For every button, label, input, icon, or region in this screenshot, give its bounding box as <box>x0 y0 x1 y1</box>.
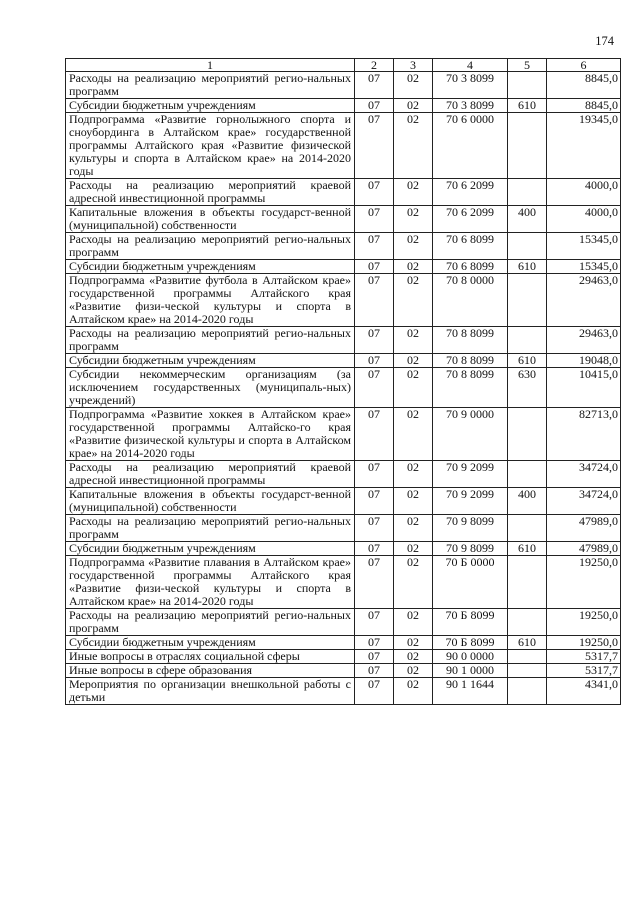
amount: 19250,0 <box>547 556 621 609</box>
row-name: Капитальные вложения в объекты государст-венной (муниципальной) собственности <box>66 206 355 233</box>
section-code: 07 <box>355 542 394 556</box>
row-name: Подпрограмма «Развитие футбола в Алтайском крае» государственной программы Алтайского края «Развитие физи-ческой культуры и спорта в Алтайском крае» на 2014-2020 годы <box>66 274 355 327</box>
header-row <box>66 59 621 72</box>
table-row <box>66 556 621 609</box>
section-code: 07 <box>355 556 394 609</box>
expense-type-code <box>508 609 547 636</box>
table-row <box>66 233 621 260</box>
section-code: 07 <box>355 274 394 327</box>
target-article-code: 70 9 2099 <box>433 488 508 515</box>
expense-type-code: 400 <box>508 206 547 233</box>
expense-type-code: 630 <box>508 368 547 408</box>
target-article-code: 70 6 0000 <box>433 113 508 179</box>
section-code: 07 <box>355 368 394 408</box>
row-name: Расходы на реализацию мероприятий краевой адресной инвестиционной программы <box>66 179 355 206</box>
amount: 15345,0 <box>547 233 621 260</box>
amount: 5317,7 <box>547 650 621 664</box>
row-name: Субсидии бюджетным учреждениям <box>66 260 355 274</box>
expense-type-code: 610 <box>508 354 547 368</box>
amount: 8845,0 <box>547 72 621 99</box>
table-row <box>66 274 621 327</box>
target-article-code: 70 6 8099 <box>433 260 508 274</box>
section-code: 07 <box>355 408 394 461</box>
row-name: Подпрограмма «Развитие хоккея в Алтайском крае» государственной программы Алтайско-го края «Развитие физической культуры и спорта в Алтайском крае» на 2014-2020 годы <box>66 408 355 461</box>
column-header: 4 <box>433 59 508 72</box>
amount: 19345,0 <box>547 113 621 179</box>
column-header: 3 <box>394 59 433 72</box>
target-article-code: 70 9 2099 <box>433 461 508 488</box>
column-header: 1 <box>66 59 355 72</box>
subsection-code: 02 <box>394 542 433 556</box>
expense-type-code <box>508 113 547 179</box>
amount: 15345,0 <box>547 260 621 274</box>
section-code: 07 <box>355 327 394 354</box>
amount: 47989,0 <box>547 515 621 542</box>
row-name: Расходы на реализацию мероприятий регио-нальных программ <box>66 515 355 542</box>
subsection-code: 02 <box>394 233 433 260</box>
target-article-code: 70 9 8099 <box>433 542 508 556</box>
subsection-code: 02 <box>394 99 433 113</box>
amount: 19250,0 <box>547 609 621 636</box>
section-code: 07 <box>355 354 394 368</box>
section-code: 07 <box>355 664 394 678</box>
table-row <box>66 179 621 206</box>
section-code: 07 <box>355 515 394 542</box>
row-name: Расходы на реализацию мероприятий регио-нальных программ <box>66 72 355 99</box>
table-row <box>66 609 621 636</box>
expense-type-code <box>508 408 547 461</box>
amount: 8845,0 <box>547 99 621 113</box>
column-header: 6 <box>547 59 621 72</box>
expense-type-code <box>508 678 547 705</box>
table-row <box>66 260 621 274</box>
subsection-code: 02 <box>394 354 433 368</box>
subsection-code: 02 <box>394 515 433 542</box>
amount: 82713,0 <box>547 408 621 461</box>
amount: 19250,0 <box>547 636 621 650</box>
table-row <box>66 461 621 488</box>
amount: 5317,7 <box>547 664 621 678</box>
table-row <box>66 678 621 705</box>
subsection-code: 02 <box>394 678 433 705</box>
row-name: Субсидии бюджетным учреждениям <box>66 542 355 556</box>
target-article-code: 90 1 0000 <box>433 664 508 678</box>
subsection-code: 02 <box>394 556 433 609</box>
target-article-code: 70 3 8099 <box>433 72 508 99</box>
expense-type-code <box>508 327 547 354</box>
row-name: Капитальные вложения в объекты государст-венной (муниципальной) собственности <box>66 488 355 515</box>
row-name: Иные вопросы в отраслях социальной сферы <box>66 650 355 664</box>
row-name: Подпрограмма «Развитие горнолыжного спорта и сноубординга в Алтайском крае» государственной программы Алтайского края «Развитие физической культуры и спорта в Алтайском крае» на 2014-2020 годы <box>66 113 355 179</box>
row-name: Расходы на реализацию мероприятий регио-нальных программ <box>66 609 355 636</box>
row-name: Мероприятия по организации внешкольной работы с детьми <box>66 678 355 705</box>
target-article-code: 70 3 8099 <box>433 99 508 113</box>
subsection-code: 02 <box>394 368 433 408</box>
expense-type-code <box>508 650 547 664</box>
target-article-code: 90 1 1644 <box>433 678 508 705</box>
target-article-code: 70 9 0000 <box>433 408 508 461</box>
expense-type-code <box>508 233 547 260</box>
table-row <box>66 99 621 113</box>
subsection-code: 02 <box>394 488 433 515</box>
table-row <box>66 72 621 99</box>
section-code: 07 <box>355 72 394 99</box>
expense-type-code: 610 <box>508 542 547 556</box>
expense-type-code <box>508 274 547 327</box>
table-row <box>66 368 621 408</box>
row-name: Субсидии бюджетным учреждениям <box>66 636 355 650</box>
target-article-code: 70 8 8099 <box>433 327 508 354</box>
expense-type-code: 610 <box>508 636 547 650</box>
table-row <box>66 206 621 233</box>
expense-type-code: 610 <box>508 260 547 274</box>
section-code: 07 <box>355 113 394 179</box>
column-header: 5 <box>508 59 547 72</box>
subsection-code: 02 <box>394 461 433 488</box>
subsection-code: 02 <box>394 636 433 650</box>
budget-table <box>65 58 621 705</box>
section-code: 07 <box>355 99 394 113</box>
section-code: 07 <box>355 636 394 650</box>
amount: 4341,0 <box>547 678 621 705</box>
section-code: 07 <box>355 206 394 233</box>
amount: 47989,0 <box>547 542 621 556</box>
expense-type-code <box>508 179 547 206</box>
subsection-code: 02 <box>394 113 433 179</box>
subsection-code: 02 <box>394 206 433 233</box>
target-article-code: 70 Б 8099 <box>433 636 508 650</box>
subsection-code: 02 <box>394 274 433 327</box>
target-article-code: 70 8 8099 <box>433 368 508 408</box>
expense-type-code <box>508 461 547 488</box>
amount: 19048,0 <box>547 354 621 368</box>
section-code: 07 <box>355 678 394 705</box>
expense-type-code <box>508 664 547 678</box>
table-row <box>66 354 621 368</box>
row-name: Субсидии некоммерческим организациям (за исключением государственных (муниципаль-ных) учреждений) <box>66 368 355 408</box>
target-article-code: 90 0 0000 <box>433 650 508 664</box>
target-article-code: 70 9 8099 <box>433 515 508 542</box>
expense-type-code: 610 <box>508 99 547 113</box>
target-article-code: 70 6 8099 <box>433 233 508 260</box>
table-row <box>66 113 621 179</box>
amount: 10415,0 <box>547 368 621 408</box>
column-header: 2 <box>355 59 394 72</box>
section-code: 07 <box>355 650 394 664</box>
subsection-code: 02 <box>394 664 433 678</box>
expense-type-code: 400 <box>508 488 547 515</box>
target-article-code: 70 Б 0000 <box>433 556 508 609</box>
table-row <box>66 515 621 542</box>
subsection-code: 02 <box>394 408 433 461</box>
row-name: Иные вопросы в сфере образования <box>66 664 355 678</box>
subsection-code: 02 <box>394 72 433 99</box>
table-row <box>66 542 621 556</box>
row-name: Расходы на реализацию мероприятий регио-нальных программ <box>66 233 355 260</box>
table-row <box>66 664 621 678</box>
table-row <box>66 488 621 515</box>
table-row <box>66 636 621 650</box>
target-article-code: 70 Б 8099 <box>433 609 508 636</box>
subsection-code: 02 <box>394 179 433 206</box>
table-row <box>66 327 621 354</box>
expense-type-code <box>508 515 547 542</box>
row-name: Субсидии бюджетным учреждениям <box>66 354 355 368</box>
row-name: Расходы на реализацию мероприятий регио-нальных программ <box>66 327 355 354</box>
section-code: 07 <box>355 461 394 488</box>
amount: 29463,0 <box>547 327 621 354</box>
section-code: 07 <box>355 609 394 636</box>
amount: 4000,0 <box>547 179 621 206</box>
subsection-code: 02 <box>394 609 433 636</box>
section-code: 07 <box>355 179 394 206</box>
section-code: 07 <box>355 233 394 260</box>
amount: 34724,0 <box>547 461 621 488</box>
subsection-code: 02 <box>394 260 433 274</box>
target-article-code: 70 8 0000 <box>433 274 508 327</box>
target-article-code: 70 6 2099 <box>433 206 508 233</box>
page-number: 174 <box>595 34 614 48</box>
subsection-code: 02 <box>394 650 433 664</box>
expense-type-code <box>508 72 547 99</box>
table-row <box>66 650 621 664</box>
row-name: Расходы на реализацию мероприятий краевой адресной инвестиционной программы <box>66 461 355 488</box>
section-code: 07 <box>355 260 394 274</box>
section-code: 07 <box>355 488 394 515</box>
target-article-code: 70 8 8099 <box>433 354 508 368</box>
row-name: Субсидии бюджетным учреждениям <box>66 99 355 113</box>
row-name: Подпрограмма «Развитие плавания в Алтайском крае» государственной программы Алтайского края «Развитие физи-ческой культуры и спорта в Алтайском крае» на 2014-2020 годы <box>66 556 355 609</box>
amount: 4000,0 <box>547 206 621 233</box>
subsection-code: 02 <box>394 327 433 354</box>
table-row <box>66 408 621 461</box>
amount: 34724,0 <box>547 488 621 515</box>
target-article-code: 70 6 2099 <box>433 179 508 206</box>
table-body <box>66 72 621 705</box>
expense-type-code <box>508 556 547 609</box>
amount: 29463,0 <box>547 274 621 327</box>
